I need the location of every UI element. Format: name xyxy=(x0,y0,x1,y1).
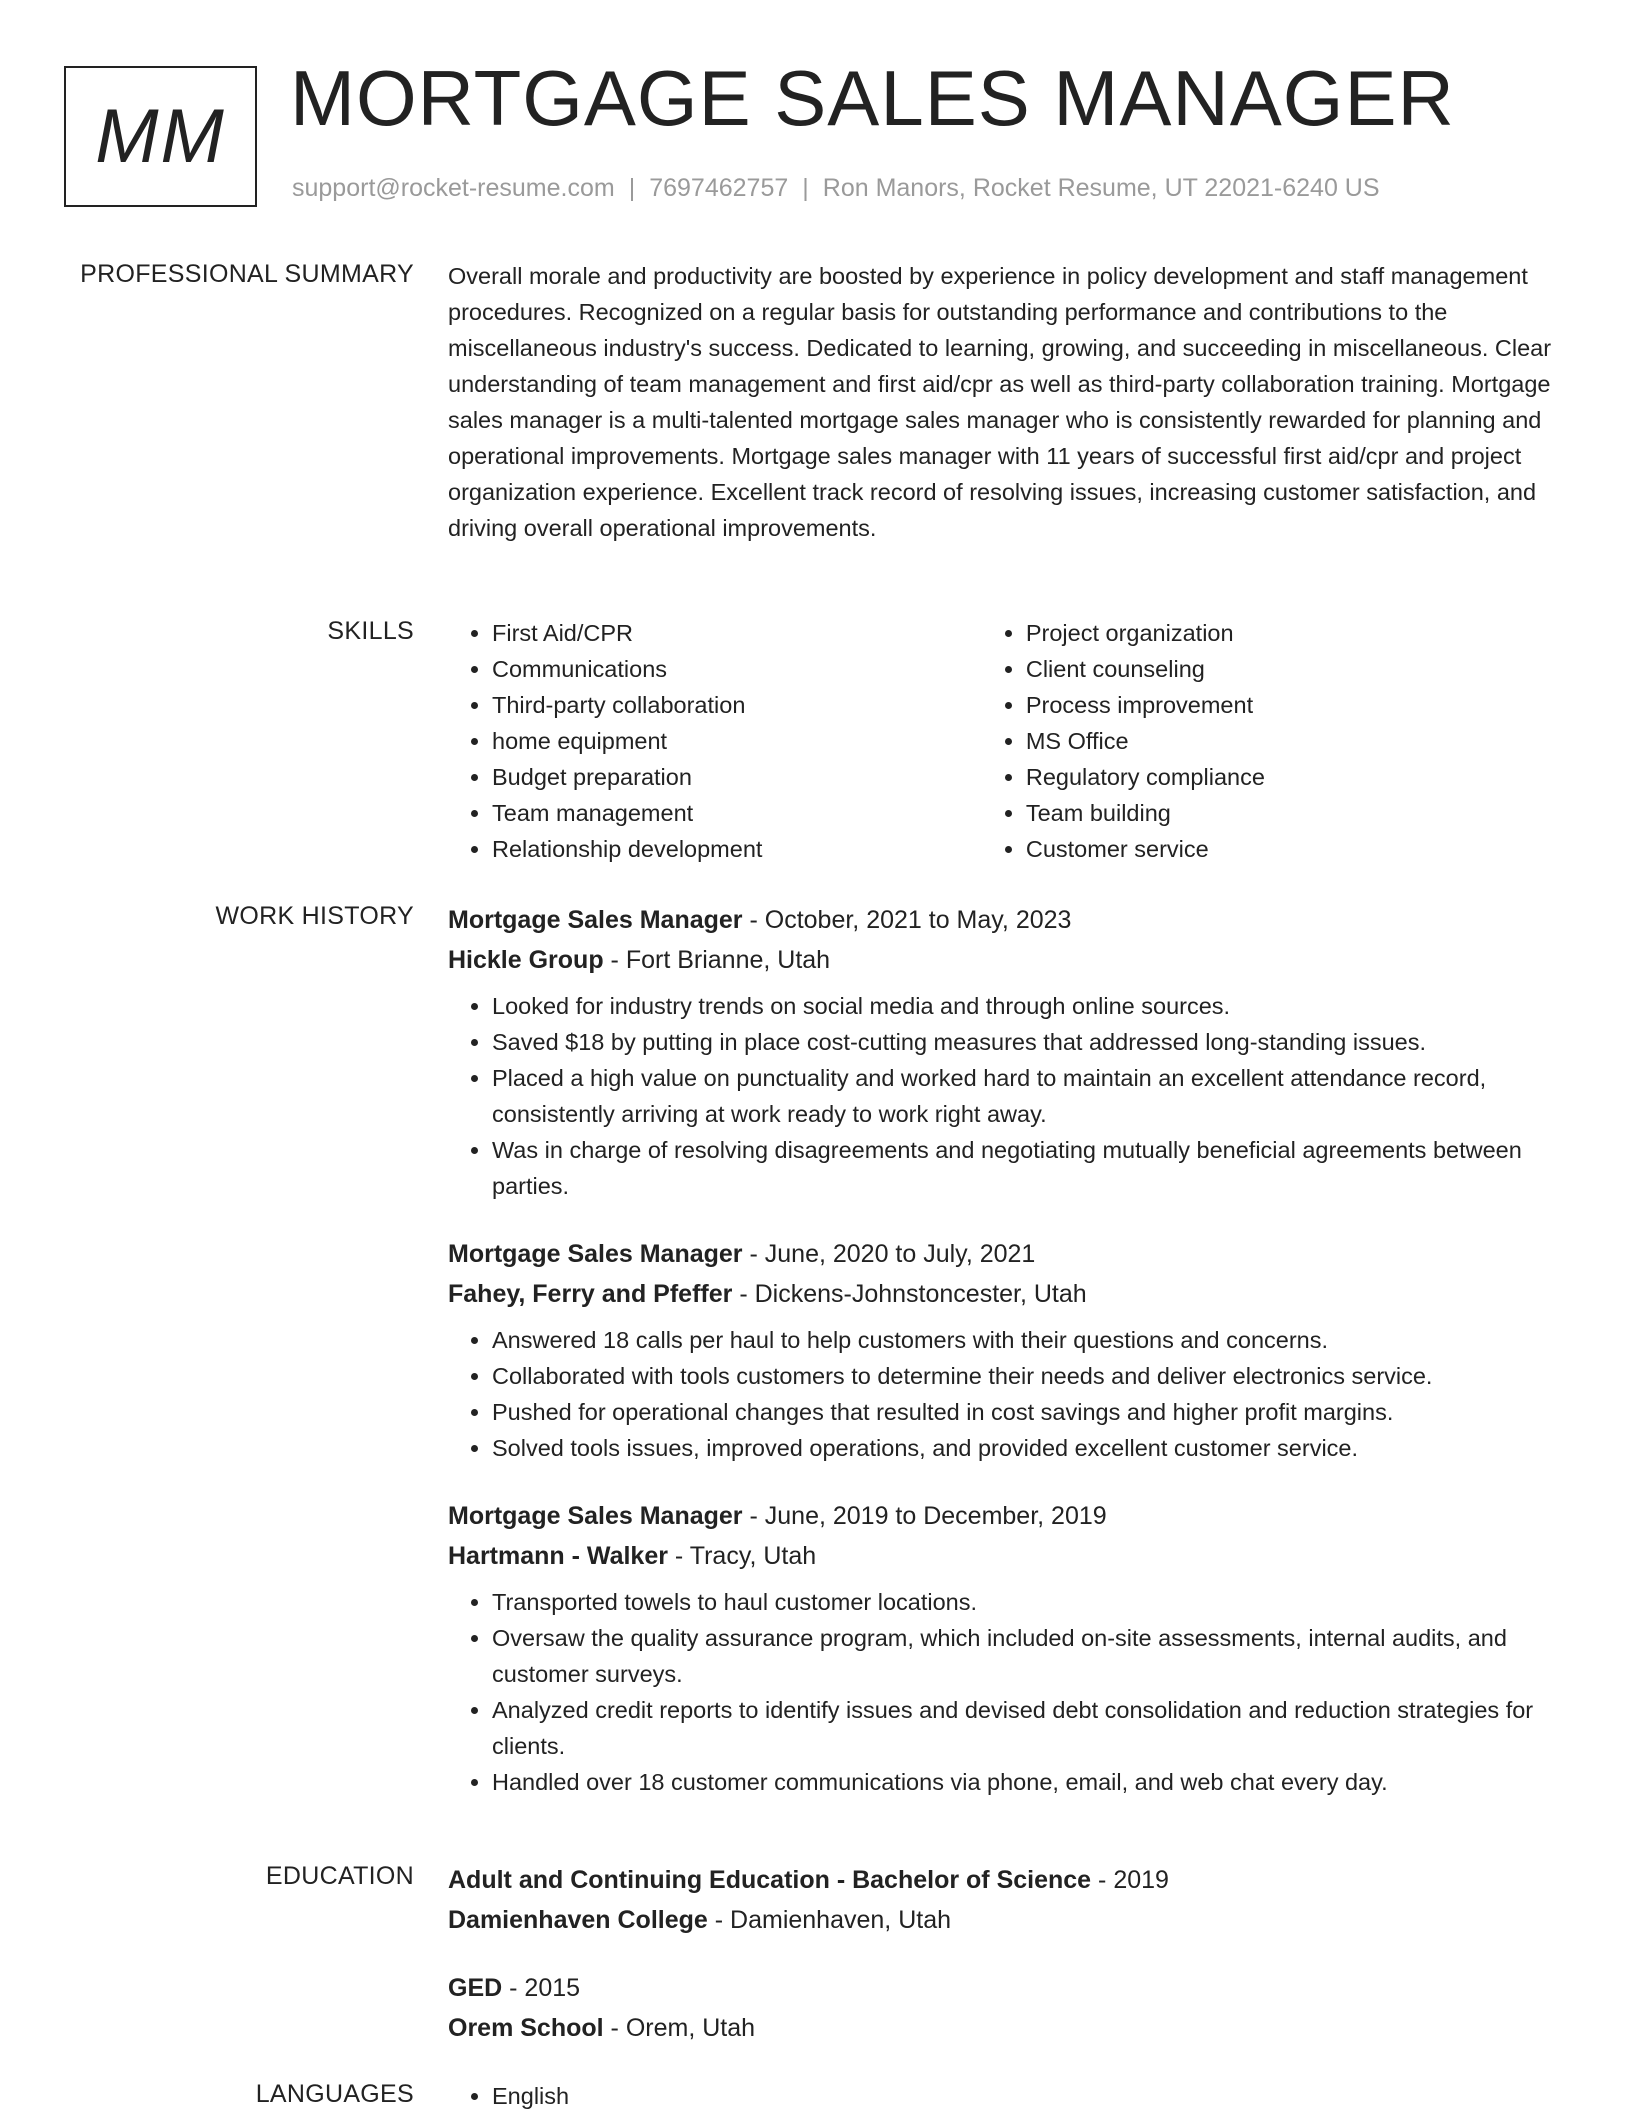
section-heading-summary: PROFESSIONAL SUMMARY xyxy=(80,260,414,288)
education-school-line xyxy=(448,2008,1568,2048)
education-location: - Damienhaven, Utah xyxy=(714,1906,951,1934)
education-school-line xyxy=(448,1900,1568,1940)
section-heading-work-history: WORK HISTORY xyxy=(215,902,414,930)
monogram-initials: MM xyxy=(95,94,226,179)
skill-item: • home equipment xyxy=(492,723,982,759)
skill-item: • Client counseling xyxy=(1026,651,1568,687)
skill-item: • Regulatory compliance xyxy=(1026,759,1568,795)
language-item: • English xyxy=(492,2078,1568,2114)
job-dates: - October, 2021 to May, 2023 xyxy=(749,906,1072,934)
job-location: - Fort Brianne, Utah xyxy=(610,946,831,974)
job-dates: - June, 2019 to December, 2019 xyxy=(749,1502,1107,1530)
education-location: - Orem, Utah xyxy=(610,2014,756,2042)
job-bullet: • Pushed for operational changes that resulted in cost savings and higher profit margins. xyxy=(492,1394,1568,1430)
job-bullet: • Solved tools issues, improved operations, and provided excellent customer service. xyxy=(492,1430,1568,1466)
skill-item: • Third-party collaboration xyxy=(492,687,982,723)
job-company-line xyxy=(448,940,1568,980)
job-title: Mortgage Sales Manager xyxy=(448,1240,743,1268)
contact-separator: | xyxy=(802,174,809,202)
job-company: Hickle Group xyxy=(448,946,604,974)
contact-email[interactable]: support@rocket-resume.com xyxy=(292,174,615,202)
job-company-line xyxy=(448,1274,1568,1314)
job-title: Mortgage Sales Manager xyxy=(448,1502,743,1530)
job-entry xyxy=(448,1496,1568,1800)
contact-separator: | xyxy=(628,174,636,202)
job-title-line xyxy=(448,900,1568,940)
job-bullet: • Analyzed credit reports to identify issues and devised debt consolidation and reduction strategies for clients. xyxy=(492,1692,1568,1764)
section-heading-education: EDUCATION xyxy=(265,1862,414,1890)
summary-body xyxy=(448,258,1568,546)
section-heading-skills: SKILLS xyxy=(327,617,414,645)
job-bullet: • Saved $18 by putting in place cost-cutting measures that addressed long-standing issues. xyxy=(492,1024,1568,1060)
job-bullet: • Answered 18 calls per haul to help customers with their questions and concerns. xyxy=(492,1322,1568,1358)
contact-line xyxy=(292,174,1380,203)
skill-item: • Team building xyxy=(1026,795,1568,831)
job-title: Mortgage Sales Manager xyxy=(448,906,743,934)
job-bullets xyxy=(448,1584,1568,1800)
education-degree-line xyxy=(448,1860,1568,1900)
education-year: - 2015 xyxy=(509,1974,581,2002)
job-company-line xyxy=(448,1536,1568,1576)
job-bullet: • Placed a high value on punctuality and worked hard to maintain an excellent attendance record, consistently arriving at work ready to work right away. xyxy=(492,1060,1568,1132)
education-school: Orem School xyxy=(448,2014,604,2042)
job-entry xyxy=(448,900,1568,1204)
education-entry xyxy=(448,1968,1568,2048)
job-bullet: • Looked for industry trends on social media and through online sources. xyxy=(492,988,1568,1024)
education-entry xyxy=(448,1860,1568,1940)
skill-item: • MS Office xyxy=(1026,723,1568,759)
education-year: - 2019 xyxy=(1098,1866,1169,1894)
job-bullets xyxy=(448,988,1568,1204)
job-bullets xyxy=(448,1322,1568,1466)
skill-item: • First Aid/CPR xyxy=(492,615,982,651)
job-location: - Dickens-Johnstoncester, Utah xyxy=(739,1280,1087,1308)
skill-item: • Customer service xyxy=(1026,831,1568,867)
job-company: Hartmann - Walker xyxy=(448,1542,668,1570)
job-dates: - June, 2020 to July, 2021 xyxy=(749,1240,1036,1268)
job-location: - Tracy, Utah xyxy=(674,1542,817,1570)
education-body xyxy=(448,1860,1568,2076)
contact-address: Ron Manors, Rocket Resume, UT 22021-6240 US xyxy=(822,174,1380,202)
skills-list-left xyxy=(448,615,982,867)
education-degree-line xyxy=(448,1968,1568,2008)
skills-body xyxy=(448,615,1568,867)
job-bullet: • Oversaw the quality assurance program, which included on-site assessments, internal audits, and customer surveys. xyxy=(492,1620,1568,1692)
job-bullet: • Handled over 18 customer communications via phone, email, and web chat every day. xyxy=(492,1764,1568,1800)
education-school: Damienhaven College xyxy=(448,1906,708,1934)
resume-title: MORTGAGE SALES MANAGER xyxy=(290,54,1455,142)
job-bullet: • Collaborated with tools customers to determine their needs and deliver electronics service. xyxy=(492,1358,1568,1394)
skill-item: • Team management xyxy=(492,795,982,831)
job-title-line xyxy=(448,1496,1568,1536)
summary-text: Overall morale and productivity are boosted by experience in policy development and staff management procedures. Recognized on a regular basis for outstanding performance and contributions to the miscellaneous industry's success. Dedicated to learning, growing, and succeeding in miscellaneous. Clear understanding of team management and first aid/cpr as well as third-party collaboration training. Mortgage sales manager is a multi-talented mortgage sales manager who is consistently rewarded for planning and operational improvements. Mortgage sales manager with 11 years of successful first aid/cpr and project organization experience. Excellent track record of resolving issues, increasing customer satisfaction, and driving overall operational improvements. xyxy=(448,263,1552,541)
job-company: Fahey, Ferry and Pfeffer xyxy=(448,1280,733,1308)
job-title-line xyxy=(448,1234,1568,1274)
education-degree: Adult and Continuing Education - Bachelor of Science xyxy=(448,1866,1092,1894)
skills-list-right xyxy=(982,615,1568,867)
section-heading-languages: LANGUAGES xyxy=(255,2080,414,2108)
monogram-box xyxy=(64,66,257,207)
skill-item: • Communications xyxy=(492,651,982,687)
education-degree: GED xyxy=(448,1974,503,2002)
languages-list xyxy=(448,2078,1568,2114)
job-bullet: • Was in charge of resolving disagreements and negotiating mutually beneficial agreements between parties. xyxy=(492,1132,1568,1204)
job-bullet: • Transported towels to haul customer locations. xyxy=(492,1584,1568,1620)
contact-phone[interactable]: 7697462757 xyxy=(649,174,789,202)
languages-body xyxy=(448,2078,1568,2114)
skill-item: • Budget preparation xyxy=(492,759,982,795)
skill-item: • Project organization xyxy=(1026,615,1568,651)
job-entry xyxy=(448,1234,1568,1466)
work-history-body xyxy=(448,900,1568,1830)
skill-item: • Process improvement xyxy=(1026,687,1568,723)
skill-item: • Relationship development xyxy=(492,831,982,867)
